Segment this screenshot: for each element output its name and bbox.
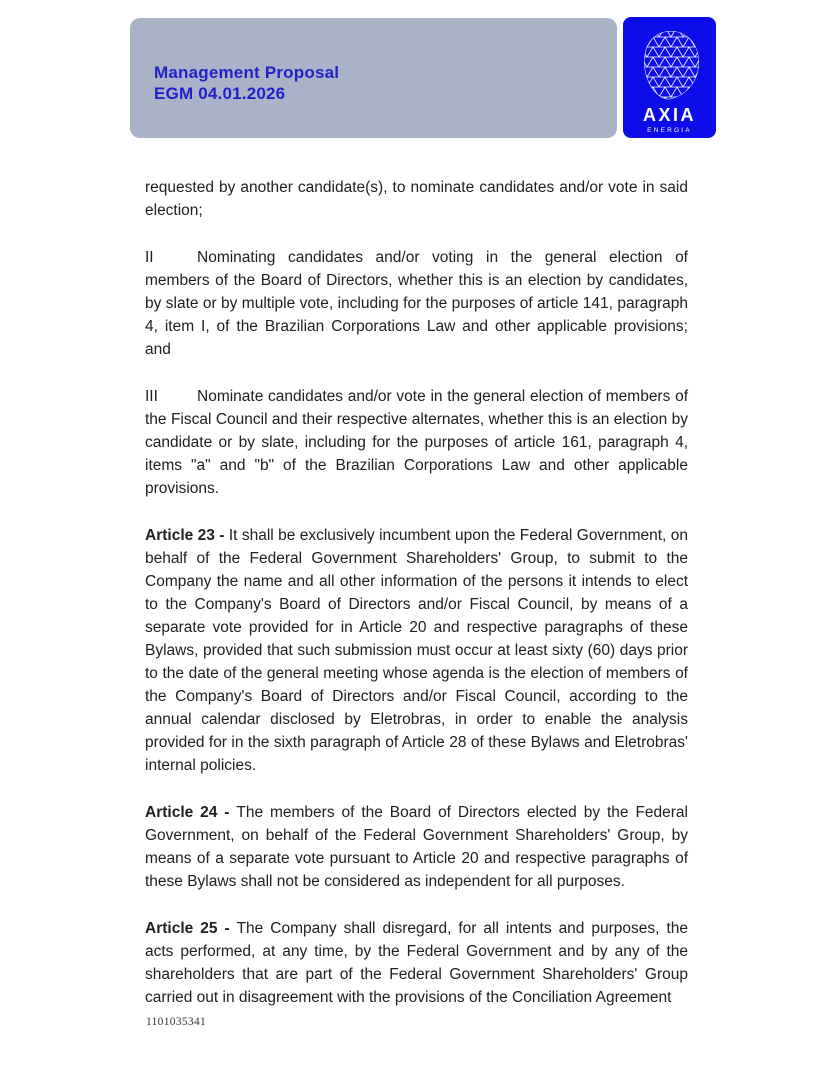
article-label: Article 23 - (145, 527, 229, 544)
logo-subbrand-text: ENERGIA (647, 127, 692, 134)
logo-brand-text: AXIA (642, 105, 697, 125)
page-title-line1: Management Proposal (154, 63, 340, 82)
article-label: Article 24 - (145, 804, 237, 821)
header-banner (130, 18, 617, 138)
paragraph-article-25: Article 25 - The Company shall disregard, for all intents and purposes, the acts performed, at any time, by the Federal Government and by any of the shareholders that are part of the Federal Government Shareholders' Group carried out in disagreement with the provisions of the Conciliation Agreement (145, 920, 688, 1006)
axia-logo-svg (623, 17, 716, 138)
document-number: 1101035341 (146, 1016, 207, 1028)
page-title-line2: EGM 04.01.2026 (154, 84, 286, 103)
paragraph-0: requested by another candidate(s), to nominate candidates and/or vote in said election; (145, 179, 688, 219)
page-title (130, 18, 617, 104)
paragraph-item-III: III Nominate candidates and/or vote in the general election of members of the Fiscal Council and their respective alternates, whether this is an election by candidate or by slate, including for the purposes of article 161, paragraph 4, items "a" and "b" of the Brazilian Corporations Law and other applicable provisions. (145, 385, 688, 500)
list-marker: III (145, 388, 158, 405)
paragraph-item-II: II Nominating candidates and/or voting in the general election of members of the Board of Directors, whether this is an election by candidates, by slate or by multiple vote, including for the purposes of article 141, paragraph 4, item I, of the Brazilian Corporations Law and other applicable provisions; and (145, 246, 688, 361)
article-label: Article 25 - (145, 920, 237, 937)
document-body (145, 176, 688, 1033)
paragraph-article-24: Article 24 - The members of the Board of Directors elected by the Federal Government, on behalf of the Federal Government Shareholders' Group, by means of a separate vote pursuant to Article 20 and respective paragraphs of these Bylaws shall not be considered as independent for all purposes. (145, 804, 689, 890)
list-marker: II (145, 249, 154, 266)
paragraph-article-23: Article 23 - It shall be exclusively incumbent upon the Federal Government, on behalf of the Federal Government Shareholders' Group, to submit to the Company the name and all other information of the persons it intends to elect to the Company's Board of Directors and/or Fiscal Council, by means of a separate vote provided for in Article 20 and respective paragraphs of these Bylaws, provided that such submission must occur at least sixty (60) days prior to the date of the general meeting whose agenda is the election of members of the Company's Board of Directors and/or Fiscal Council, according to the annual calendar disclosed by Eletrobras, in order to enable the analysis provided for in the sixth paragraph of Article 28 of these Bylaws and Eletrobras' internal policies. (145, 527, 688, 774)
axia-logo (623, 17, 716, 138)
